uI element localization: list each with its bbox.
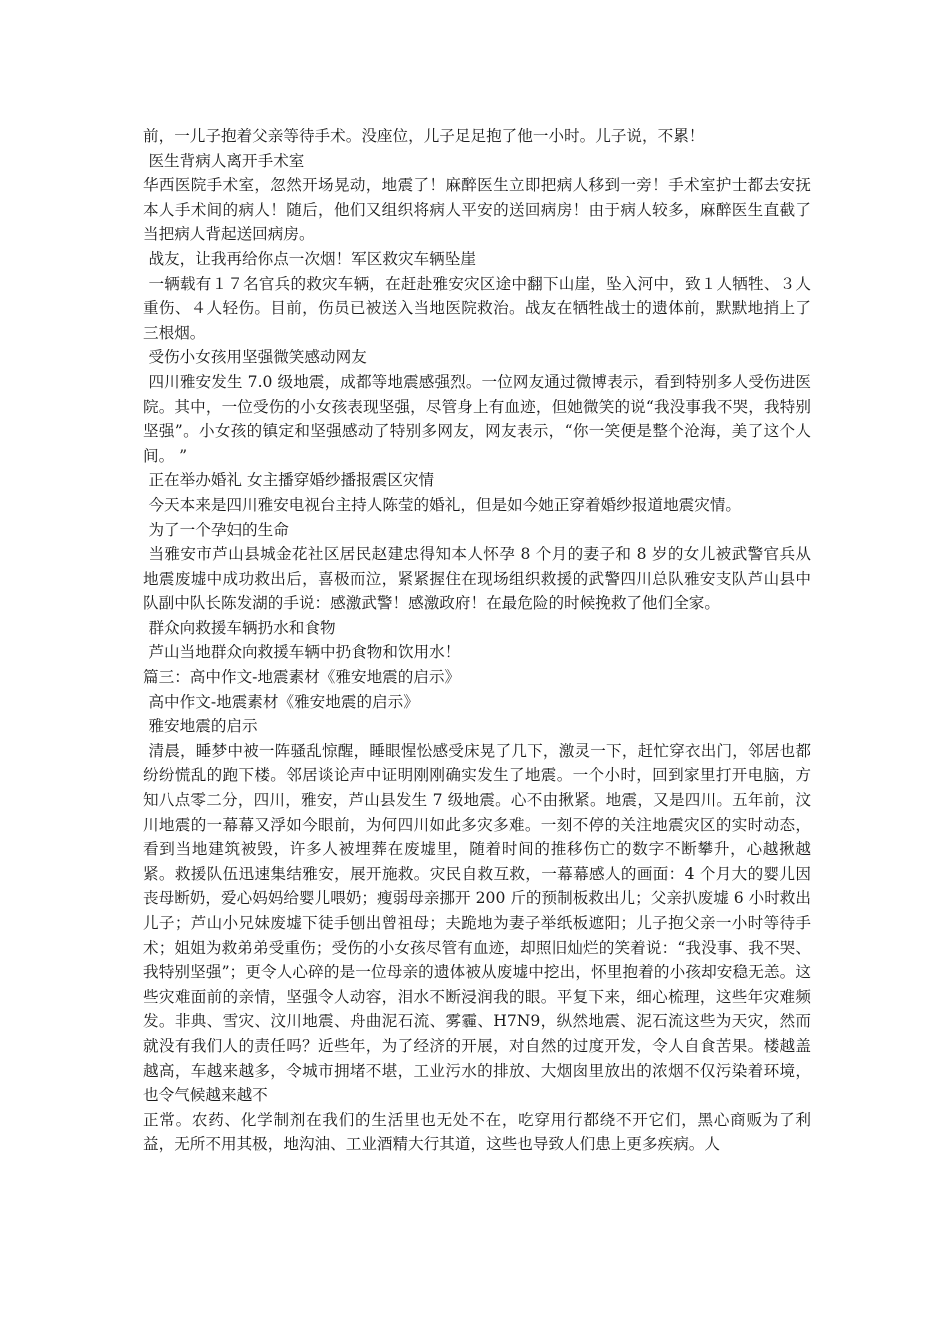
article-subtitle: 雅安地震的启示: [148, 717, 258, 736]
section-heading: 受伤小女孩用坚强微笑感动网友: [148, 348, 367, 367]
chapter-heading: 篇三：高中作文-地震素材《雅安地震的启示》: [143, 668, 461, 687]
paragraph: 正常。农药、化学制剂在我们的生活里也无处不在，吃穿用行都绕不开它们，黑心商贩为了利益，无所不用其极，地沟油、工业酒精大行其道，这些也导致人们患上更多疾病。人: [143, 1110, 811, 1154]
article-title: 高中作文-地震素材《雅安地震的启示》: [148, 692, 419, 711]
paragraph: 当雅安市芦山县城金花社区居民赵建忠得知本人怀孕 8 个月的妻子和 8 岁的女儿被武警官兵从地震废墟中成功救出后，喜极而泣，紧紧握住在现场组织救援的武警四川总队雅安支队芦山县中队副中队长陈发湖的手说：感激武警！感激政府！在最危险的时候挽救了他们全家。: [143, 545, 811, 613]
paragraph: 四川雅安发生 7.0 级地震，成都等地震感强烈。一位网友通过微博表示，看到特别多人受伤进医院。其中，一位受伤的小女孩表现坚强，尽管身上有血迹，但她微笑的说“我没事我不哭，我特别坚强”。小女孩的镇定和坚强感动了特别多网友，网友表示，“你一笑便是整个沧海，美了这个人间。 ”: [143, 372, 811, 465]
section-heading: 战友，让我再给你点一次烟！军区救灾车辆坠崖: [148, 249, 476, 268]
document-body: [143, 124, 811, 1157]
section-heading: 医生背病人离开手术室: [148, 151, 305, 170]
paragraph: 芦山当地群众向救援车辆中扔食物和饮用水！: [148, 643, 461, 662]
paragraph: 今天本来是四川雅安电视台主持人陈莹的婚礼，但是如今她正穿着婚纱报道地震灾情。: [148, 495, 742, 514]
section-heading: 正在举办婚礼 女主播穿婚纱播报震区灾情: [148, 471, 435, 490]
paragraph: 前，一儿子抱着父亲等待手术。没座位，儿子足足抱了他一小时。儿子说，不累！: [143, 127, 705, 145]
section-heading: 群众向救援车辆扔水和食物: [148, 618, 336, 637]
paragraph: 一辆载有１７名官兵的救灾车辆，在赶赴雅安灾区途中翻下山崖，坠入河中，致１人牺牲、３人重伤、４人轻伤。目前，伤员已被送入当地医院救治。战友在牺牲战士的遗体前，默默地捎上了三根烟。: [143, 274, 811, 342]
paragraph: 华西医院手术室，忽然开场晃动，地震了！麻醉医生立即把病人移到一旁！手术室护士都去安抚本人手术间的病人！随后，他们又组织将病人平安的送回病房！由于病人较多，麻醉医生直截了当把病人背起送回病房。: [143, 176, 811, 244]
paragraph: 清晨，睡梦中被一阵骚乱惊醒，睡眼惺忪感受床晃了几下，激灵一下，赶忙穿衣出门，邻居也都纷纷慌乱的跑下楼。邻居谈论声中证明刚刚确实发生了地震。一个小时，回到家里打开电脑，方知八点零二分，四川，雅安，芦山县发生 7 级地震。心不由揪紧。地震，又是四川。五年前，汶川地震的一幕幕又浮如今眼前，为何四川如此多灾多难。一刻不停的关注地震灾区的实时动态，看到当地建筑被毁，许多人被埋葬在废墟里，随着时间的推移伤亡的数字不断攀升，心越揪越紧。救援队伍迅速集结雅安，展开施救。灾民自救互救，一幕幕感人的画面：4 个月大的婴儿因丧母断奶，爱心妈妈给婴儿喂奶；瘦弱母亲挪开 200 斤的预制板救出儿；父亲扒废墟 6 小时救出儿子；芦山小兄妹废墟下徒手刨出曾祖母；夫跪地为妻子举纸板遮阳；儿子抱父亲一小时等待手术；姐姐为救弟弟受重伤；受伤的小女孩尽管有血迹，却照旧灿烂的笑着说：“我没事、我不哭、我特别坚强”；更令人心碎的是一位母亲的遗体被从废墟中挖出，怀里抱着的小孩却安稳无恙。这些灾难面前的亲情，坚强令人动容，泪水不断浸润我的眼。平复下来，细心梳理，这些年灾难频发。非典、雪灾、汶川地震、舟曲泥石流、雾霾、H7N9，纵然地震、泥石流这些为天灾，然而就没有我们人的责任吗？近些年，为了经济的开展，对自然的过度开发，令人自食苦果。楼越盖越高，车越来越多，令城市拥堵不堪，工业污水的排放、大烟囱里放出的浓烟不仅污染着环境，也令气候越来越不: [143, 741, 811, 1105]
section-heading: 为了一个孕妇的生命: [148, 520, 289, 539]
